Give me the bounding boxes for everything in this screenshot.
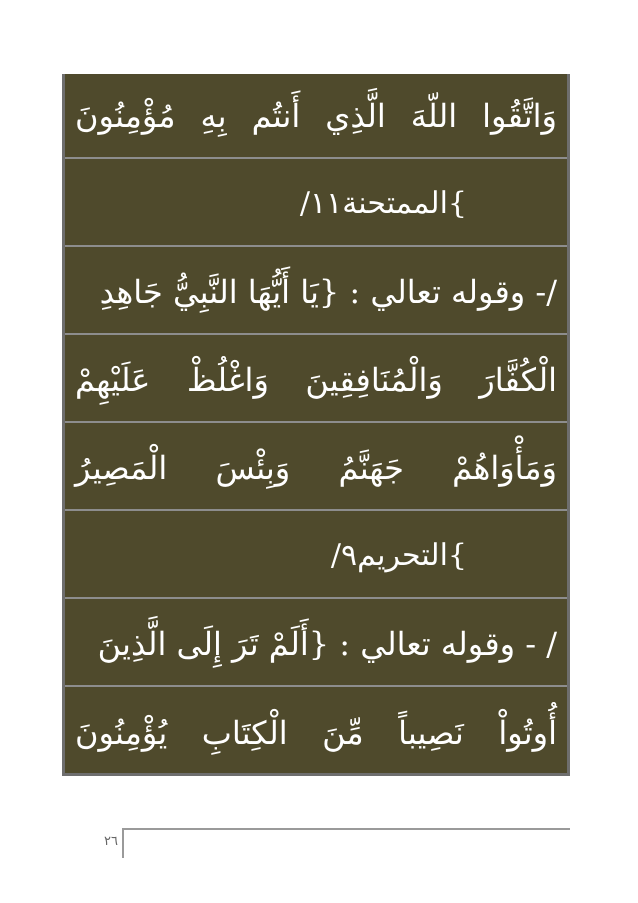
verse-panel [62,74,570,776]
verse-intro-line-1 [65,250,567,335]
reference-text: }التحريم٩/ [330,538,467,573]
verse-word: عَلَيْهِمْ [75,360,151,399]
verse-word: مُؤْمِنُونَ [75,96,176,135]
verse-word: وَاتَّقُوا [482,96,557,135]
verse-word: بِهِ [200,96,227,135]
surah-reference-mumtahanah [65,162,567,247]
verse-line-1 [65,74,567,159]
surah-reference-tahrim [65,514,567,599]
verse-word: مِّنَ [322,714,364,752]
verse-word: وَالْمُنَافِقِينَ [305,360,443,399]
footer-divider-vertical [122,828,124,858]
verse-word: الْكُفَّارَ [479,360,557,399]
reference-text: }الممتحنة١١/ [299,186,467,221]
verse-word: أَنتُم [251,96,301,135]
verse-word: أُوتُواْ [498,714,557,752]
verse-word: الْمَصِيرُ [75,448,168,487]
verse-word: الَّذِي [325,96,386,135]
verse-intro-line-2 [65,602,567,687]
verse-word: وَبِئْسَ [215,448,291,487]
intro-text: / - وقوله تعالي : {أَلَمْ تَرَ إِلَى الَّذِينَ [97,624,557,663]
verse-line-4 [65,338,567,423]
verse-line-5 [65,426,567,511]
verse-line-8 [65,690,567,776]
verse-word: الْكِتَابِ [201,714,288,752]
verse-word: اللّهَ [410,96,458,135]
intro-text: /- وقوله تعالي : {يَا أَيُّهَا النَّبِيُّ جَاهِدِ [99,272,557,311]
footer-divider [122,828,570,830]
verse-word: نَصِيباً [398,714,464,752]
verse-word: وَاغْلُظْ [186,360,269,399]
verse-word: وَمَأْوَاهُمْ [452,448,557,487]
page-number: ٢٦ [104,834,118,849]
verse-word: يُؤْمِنُونَ [75,714,168,752]
verse-word: جَهَنَّمُ [338,448,404,487]
